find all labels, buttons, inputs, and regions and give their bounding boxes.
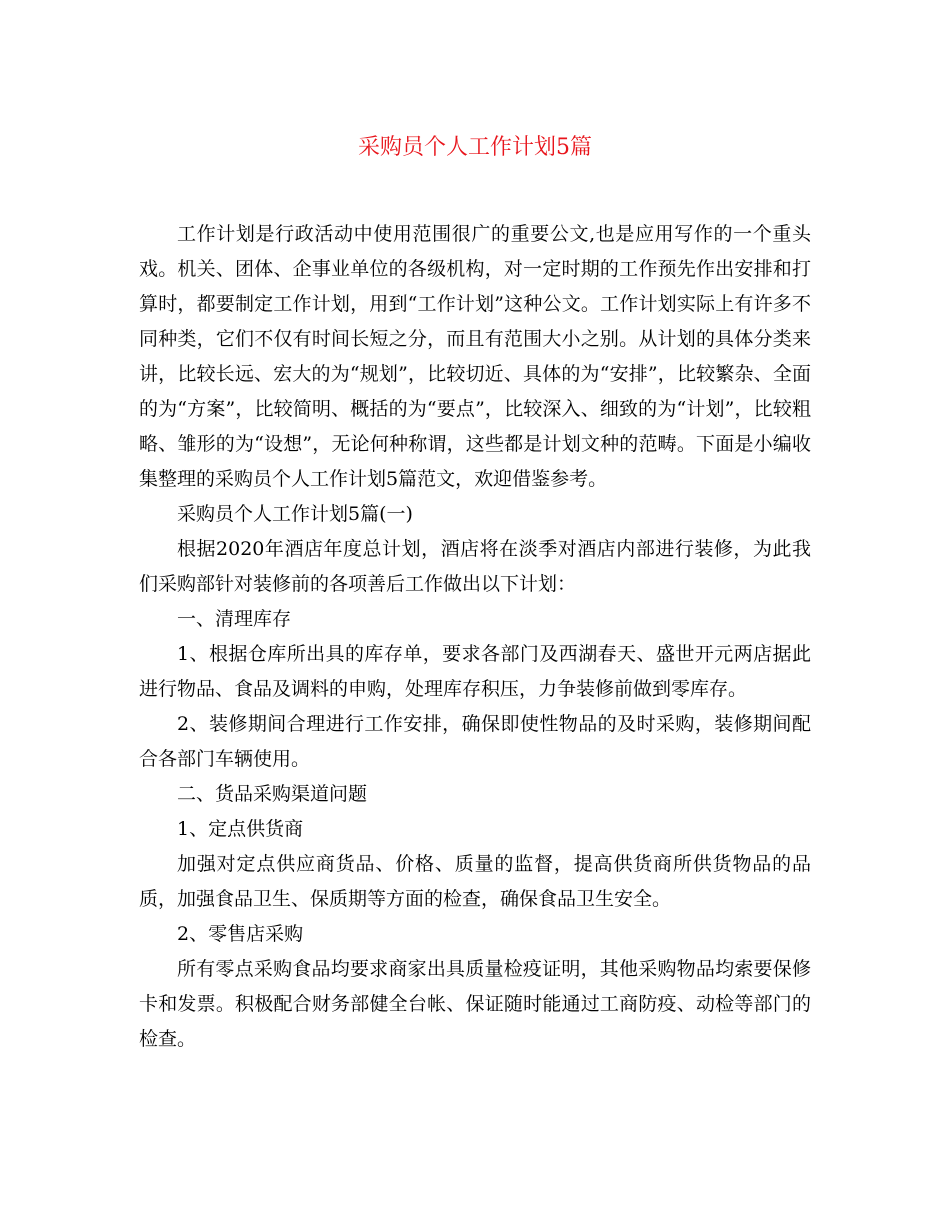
item-heading: 2、零售店采购 (177, 923, 304, 945)
subsection-heading: 一、清理库存 (177, 608, 292, 630)
intro-paragraph: 工作计划是行政活动中使用范围很广的重要公文,也是应用写作的一个重头戏。机关、团体、企事业单位的各级机构，对一定时期的工作预先作出安排和打算时，都要制定工作计划，用到“工作计划”这种公文。工作计划实际上有许多不同种类，它们不仅有时间长短之分，而且有范围大小之别。从计划的具体分类来讲，比较长远、宏大的为“规划”，比较切近、具体的为“安排”，比较繁杂、全面的为“方案”，比较简明、概括的为“要点”，比较深入、细致的为“计划”，比较粗略、雏形的为“设想”，无论何种称谓，这些都是计划文种的范畴。下面是小编收集整理的采购员个人工作计划5篇范文，欢迎借鉴参考。 (139, 223, 811, 490)
subsection-heading: 二、货品采购渠道问题 (177, 783, 368, 805)
body-paragraph: 1、根据仓库所出具的库存单，要求各部门及西湖春天、盛世开元两店据此进行物品、食品及调料的申购，处理库存积压，力争装修前做到零库存。 (139, 643, 811, 700)
document-title: 采购员个人工作计划5篇 (358, 135, 592, 160)
body-paragraph: 加强对定点供应商货品、价格、质量的监督，提高供货商所供货物品的品质，加强食品卫生、保质期等方面的检查，确保食品卫生安全。 (139, 853, 811, 910)
item-heading: 1、定点供货商 (177, 818, 304, 840)
body-paragraph: 所有零点采购食品均要求商家出具质量检疫证明，其他采购物品均索要保修卡和发票。积极配合财务部健全台帐、保证随时能通过工商防疫、动检等部门的检查。 (139, 958, 811, 1050)
body-paragraph: 2、装修期间合理进行工作安排，确保即使性物品的及时采购，装修期间配合各部门车辆使用。 (139, 713, 811, 770)
document-body (139, 217, 811, 1057)
section-heading: 采购员个人工作计划5篇(一) (177, 503, 413, 525)
body-paragraph: 根据2020年酒店年度总计划，酒店将在淡季对酒店内部进行装修，为此我们采购部针对装修前的各项善后工作做出以下计划： (139, 538, 811, 595)
